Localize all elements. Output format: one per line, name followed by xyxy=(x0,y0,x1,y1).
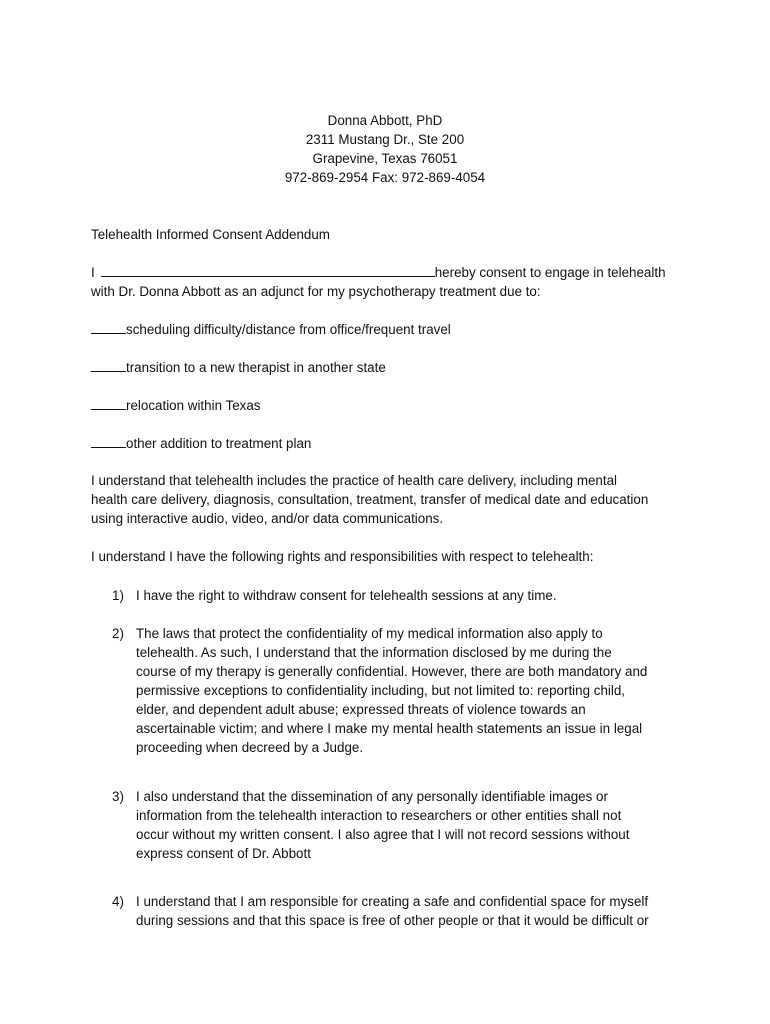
reason-check-blank[interactable] xyxy=(91,320,126,334)
consent-suffix: hereby consent to engage in telehealth xyxy=(434,265,666,280)
name-blank-field[interactable] xyxy=(101,263,435,277)
consent-prefix: I xyxy=(91,265,95,280)
reason-check-blank[interactable] xyxy=(91,396,126,410)
list-line: during sessions and that this space is free of other people or that it would be difficult or xyxy=(136,913,649,928)
consent-statement-line-2: with Dr. Donna Abbott as an adjunct for my psychotherapy treatment due to: xyxy=(91,284,541,299)
reason-item xyxy=(91,358,386,377)
reason-item xyxy=(91,396,260,415)
list-line: information from the telehealth interaction to researchers or other entities shall not xyxy=(136,808,622,823)
list-line: I also understand that the dissemination of any personally identifiable images or xyxy=(136,789,608,804)
reason-label: transition to a new therapist in another state xyxy=(126,360,386,375)
letterhead xyxy=(0,111,770,187)
list-item-text xyxy=(136,586,686,605)
paragraph-line: using interactive audio, video, and/or data communications. xyxy=(91,511,444,526)
list-line: I understand that I am responsible for creating a safe and confidential space for myself xyxy=(136,894,649,909)
reason-item xyxy=(91,434,311,453)
letterhead-address-line-1: 2311 Mustang Dr., Ste 200 xyxy=(305,132,465,147)
paragraph-line: I understand that telehealth includes the practice of health care delivery, including mental xyxy=(91,473,618,488)
list-item-text xyxy=(136,787,686,863)
reason-check-blank[interactable] xyxy=(91,434,126,448)
reason-label: scheduling difficulty/distance from office/frequent travel xyxy=(126,322,451,337)
letterhead-phone-fax: 972-869-2954 Fax: 972-869-4054 xyxy=(284,170,486,185)
list-number: 4) xyxy=(112,894,124,909)
letterhead-address-line-2: Grapevine, Texas 76051 xyxy=(312,151,458,166)
list-line: proceeding when decreed by a Judge. xyxy=(136,740,364,755)
list-line: ascertainable victim; and where I make my mental health statements an issue in legal xyxy=(136,721,643,736)
list-line: express consent of Dr. Abbott xyxy=(136,846,311,861)
list-line: course of my therapy is generally confidential. However, there are both mandatory and xyxy=(136,664,648,679)
list-number: 1) xyxy=(112,588,124,603)
list-number: 2) xyxy=(112,626,124,641)
reason-label: relocation within Texas xyxy=(126,398,261,413)
list-line: occur without my written consent. I also agree that I will not record sessions without xyxy=(136,827,630,842)
list-line: The laws that protect the confidentiality of my medical information also apply to xyxy=(136,626,603,641)
list-item-text xyxy=(136,624,686,757)
reason-item xyxy=(91,320,451,339)
document-title: Telehealth Informed Consent Addendum xyxy=(91,227,330,242)
rights-intro-paragraph: I understand I have the following rights and responsibilities with respect to telehealth: xyxy=(91,549,594,564)
list-item-text xyxy=(136,892,686,930)
consent-statement-line-1 xyxy=(91,263,691,282)
list-line: telehealth. As such, I understand that the information disclosed by me during the xyxy=(136,645,612,660)
list-line: elder, and dependent adult abuse; expressed threats of violence towards an xyxy=(136,702,586,717)
paragraph-line: health care delivery, diagnosis, consultation, treatment, transfer of medical date and education xyxy=(91,492,649,507)
list-number: 3) xyxy=(112,789,124,804)
telehealth-definition-paragraph xyxy=(91,471,681,528)
list-line: permissive exceptions to confidentiality including, but not limited to: reporting child, xyxy=(136,683,626,698)
list-line: I have the right to withdraw consent for telehealth sessions at any time. xyxy=(136,588,557,603)
letterhead-name: Donna Abbott, PhD xyxy=(327,113,443,128)
reason-label: other addition to treatment plan xyxy=(126,436,312,451)
reason-check-blank[interactable] xyxy=(91,358,126,372)
